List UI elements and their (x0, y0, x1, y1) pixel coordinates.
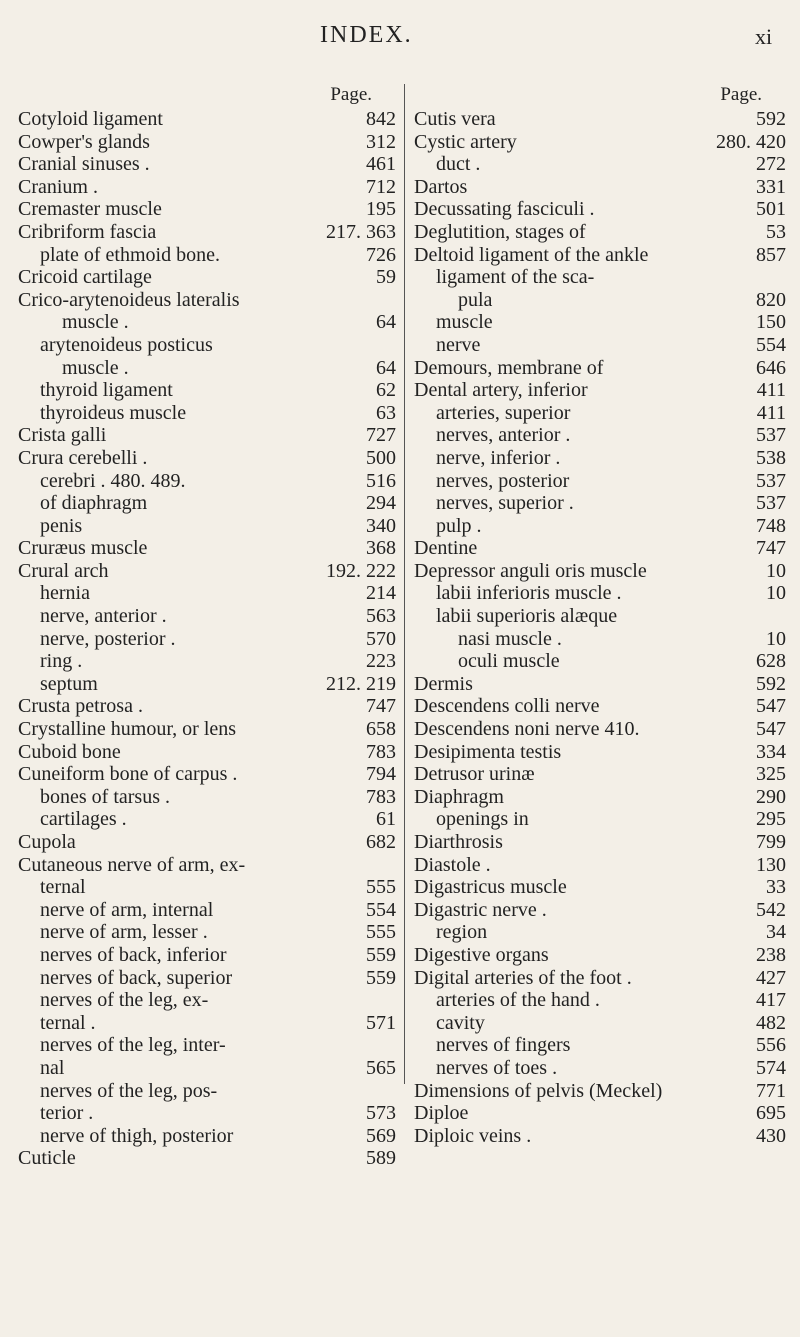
index-term: nal (40, 1056, 65, 1079)
index-entry (414, 921, 786, 944)
index-term: Cutis vera (414, 108, 496, 130)
index-term: nerve, posterior . (40, 627, 176, 650)
index-term: nerves, posterior (436, 469, 570, 492)
index-term: Crura cerebelli . (18, 446, 148, 469)
running-title: INDEX. (320, 22, 413, 48)
index-page-ref: 571 (366, 1011, 396, 1034)
index-entry (18, 311, 396, 334)
index-entry (18, 808, 396, 831)
index-page-ref: 290 (756, 785, 786, 808)
index-entry (18, 921, 396, 944)
index-entry (18, 831, 396, 854)
index-page-ref: 727 (366, 424, 396, 447)
index-page-ref: 555 (366, 876, 396, 899)
index-entry (18, 402, 396, 425)
page-column-label: Page. (330, 84, 372, 105)
index-term: Descendens colli nerve (414, 695, 600, 718)
index-entry (414, 831, 786, 854)
index-page-ref: 563 (366, 605, 396, 628)
index-page-ref: 368 (366, 537, 396, 560)
index-term: Cruræus muscle (18, 537, 148, 560)
index-term: Cuneiform bone of carpus . (18, 763, 238, 786)
index-entry (414, 447, 786, 470)
index-entry (18, 537, 396, 560)
index-term: Crural arch (18, 559, 109, 582)
index-entry (18, 718, 396, 741)
index-entry (414, 131, 786, 154)
index-term: Crystalline humour, or lens (18, 718, 237, 741)
index-term: Dentine (414, 537, 478, 560)
index-entry (18, 470, 396, 493)
index-entry (18, 605, 396, 628)
index-page-ref: 430 (756, 1124, 786, 1147)
index-page-ref: 592 (756, 672, 786, 695)
index-term: Cystic artery (414, 130, 517, 153)
index-page-ref: 537 (756, 424, 786, 447)
index-entry (18, 1012, 396, 1035)
index-page-ref: 295 (756, 808, 786, 831)
index-term: nerve, inferior . (436, 446, 561, 469)
index-term: Cotyloid ligament (18, 108, 163, 130)
index-page-ref: 573 (366, 1102, 396, 1125)
index-column-left (18, 84, 396, 1170)
index-entry (414, 311, 786, 334)
index-entry (18, 989, 396, 1012)
index-entry (414, 650, 786, 673)
index-term: arytenoideus posticus (40, 333, 213, 356)
index-page-ref: 411 (756, 401, 786, 424)
index-entry (18, 424, 396, 447)
index-entry (414, 1125, 786, 1148)
index-term: nerves of back, inferior (40, 943, 227, 966)
index-term: nerves of toes . (436, 1056, 558, 1079)
index-page-ref: 417 (756, 989, 786, 1012)
index-entry (18, 582, 396, 605)
index-term: Diastole . (414, 853, 491, 876)
index-entry (18, 899, 396, 922)
index-page-ref: 589 (366, 1147, 396, 1170)
index-entry (18, 650, 396, 673)
index-entry (414, 176, 786, 199)
index-entry (414, 718, 786, 741)
index-term: nerves of the leg, inter- (40, 1034, 226, 1057)
index-page-ref: 334 (756, 740, 786, 763)
index-entry (18, 967, 396, 990)
index-entry (18, 357, 396, 380)
index-entry (18, 334, 396, 357)
index-page-ref: 646 (756, 356, 786, 379)
index-term: region (436, 921, 488, 944)
index-entry (414, 989, 786, 1012)
index-page-ref: 214 (366, 582, 396, 605)
index-page-ref: 542 (756, 898, 786, 921)
index-page-ref: 559 (366, 943, 396, 966)
index-term: muscle . (62, 356, 129, 379)
index-entry (18, 492, 396, 515)
index-entry (18, 447, 396, 470)
index-term: Cupola (18, 831, 76, 853)
index-term: Desipimenta testis (414, 740, 562, 763)
index-page-ref: 61 (376, 808, 396, 831)
index-page-ref: 62 (376, 379, 396, 402)
index-entry (414, 492, 786, 515)
index-entry (18, 695, 396, 718)
index-entry (414, 854, 786, 877)
index-page-ref: 628 (756, 650, 786, 673)
index-entry (18, 628, 396, 651)
index-term: Cribriform fascia (18, 220, 157, 243)
index-term: ternal (40, 876, 86, 899)
index-term: septum (40, 672, 98, 695)
page-column-label: Page. (720, 84, 762, 105)
index-page-ref: 500 (366, 446, 396, 469)
index-page-ref: 53 (766, 220, 786, 243)
index-page-ref: 64 (376, 311, 396, 334)
index-term: hernia (40, 582, 90, 605)
index-entry (414, 537, 786, 560)
index-term: nerve of arm, internal (40, 898, 214, 921)
index-term: bones of tarsus . (40, 785, 170, 808)
index-page-ref: 783 (366, 740, 396, 763)
index-page-ref: 130 (756, 853, 786, 876)
index-entry (414, 289, 786, 312)
index-page-ref: 461 (366, 153, 396, 176)
index-term: Detrusor urinæ (414, 763, 535, 786)
index-entry (18, 221, 396, 244)
index-entry (414, 266, 786, 289)
index-entry (414, 1057, 786, 1080)
index-term: Cowper's glands (18, 130, 150, 153)
index-term: nerve, anterior . (40, 605, 167, 628)
index-entry (414, 628, 786, 651)
index-page-ref: 294 (366, 492, 396, 515)
index-entry (414, 560, 786, 583)
index-page-ref: 217. 363 (326, 220, 396, 243)
index-term: Decussating fasciculi . (414, 198, 595, 221)
index-entry (414, 221, 786, 244)
index-entry (414, 108, 786, 131)
index-term: Demours, membrane of (414, 356, 604, 379)
index-term: Depressor anguli oris muscle (414, 559, 647, 582)
index-term: Crista galli (18, 424, 107, 447)
index-term: labii inferioris muscle . (436, 582, 622, 605)
index-page-ref: 771 (756, 1079, 786, 1102)
index-entry (18, 515, 396, 538)
index-entry (414, 334, 786, 357)
index-entry (414, 967, 786, 990)
index-entry (414, 470, 786, 493)
index-entry (18, 786, 396, 809)
index-term: Cranium . (18, 175, 98, 198)
index-term: duct . (436, 153, 481, 176)
index-page-ref: 554 (756, 333, 786, 356)
index-page-ref: 331 (756, 175, 786, 198)
index-term: cartilages . (40, 808, 127, 831)
index-page-ref: 559 (366, 966, 396, 989)
index-term: Cranial sinuses . (18, 153, 150, 176)
index-term: Digastricus muscle (414, 876, 567, 899)
index-entry (414, 357, 786, 380)
index-entry (18, 1125, 396, 1148)
index-term: nerves of the leg, ex- (40, 989, 209, 1012)
index-term: Crico-arytenoideus lateralis (18, 288, 240, 311)
index-page-ref: 547 (756, 718, 786, 741)
index-term: Cremaster muscle (18, 198, 162, 221)
index-term: arteries, superior (436, 401, 571, 424)
index-page-ref: 150 (756, 311, 786, 334)
index-page-ref: 59 (376, 266, 396, 289)
index-term: nerve (436, 333, 481, 356)
index-page-ref: 695 (756, 1102, 786, 1125)
index-entry (18, 131, 396, 154)
index-term: nerve of arm, lesser . (40, 921, 208, 944)
index-entry (414, 244, 786, 267)
index-page-ref: 783 (366, 785, 396, 808)
index-page-ref: 325 (756, 763, 786, 786)
index-page-ref: 312 (366, 130, 396, 153)
index-page-ref: 712 (366, 175, 396, 198)
index-entry (414, 763, 786, 786)
index-page-ref: 842 (366, 108, 396, 130)
index-page-ref: 64 (376, 356, 396, 379)
index-page-ref: 748 (756, 514, 786, 537)
index-term: penis (40, 514, 83, 537)
index-page-ref: 427 (756, 966, 786, 989)
index-term: Cutaneous nerve of arm, ex- (18, 853, 246, 876)
index-page-ref: 280. 420 (716, 130, 786, 153)
index-term: Dartos (414, 175, 468, 198)
index-term: ring . (40, 650, 83, 673)
index-term: openings in (436, 808, 529, 831)
index-term: Diarthrosis (414, 831, 503, 853)
index-page-ref: 10 (766, 627, 786, 650)
index-page-ref: 537 (756, 492, 786, 515)
index-entry (414, 876, 786, 899)
index-term: Diaphragm (414, 785, 504, 808)
index-page-ref: 569 (366, 1124, 396, 1147)
index-entry (18, 108, 396, 131)
index-entry (18, 1080, 396, 1103)
index-term: muscle . (62, 311, 129, 334)
index-entry (414, 379, 786, 402)
index-term: Cuboid bone (18, 740, 121, 763)
index-term: pula (458, 288, 493, 311)
index-entry (18, 1034, 396, 1057)
index-entry (18, 198, 396, 221)
index-entry (18, 876, 396, 899)
index-entry (18, 1102, 396, 1125)
index-page-ref: 554 (366, 898, 396, 921)
index-entry (18, 1057, 396, 1080)
index-page-ref: 223 (366, 650, 396, 673)
index-page-ref: 192. 222 (326, 559, 396, 582)
index-term: nerves of back, superior (40, 966, 233, 989)
index-page-ref: 272 (756, 153, 786, 176)
index-page-ref: 799 (756, 831, 786, 853)
index-entry (18, 673, 396, 696)
index-entry (18, 379, 396, 402)
index-entry (414, 515, 786, 538)
index-term: arteries of the hand . (436, 989, 600, 1012)
index-page-ref: 857 (756, 243, 786, 266)
index-entry (18, 763, 396, 786)
index-term: muscle (436, 311, 493, 334)
index-page-ref: 570 (366, 627, 396, 650)
index-entry (414, 1012, 786, 1035)
index-page-ref: 747 (366, 695, 396, 718)
index-page-ref: 726 (366, 243, 396, 266)
index-term: Crusta petrosa . (18, 695, 143, 718)
index-term: Dimensions of pelvis (Meckel) (414, 1079, 663, 1102)
index-term: Descendens noni nerve 410. (414, 718, 640, 741)
index-entry (18, 266, 396, 289)
index-entry (414, 605, 786, 628)
index-page-ref: 794 (366, 763, 396, 786)
index-entry (18, 244, 396, 267)
index-term: Diploic veins . (414, 1124, 532, 1147)
index-page-ref: 538 (756, 446, 786, 469)
index-page-ref: 10 (766, 582, 786, 605)
index-entry (414, 808, 786, 831)
index-page-ref: 574 (756, 1056, 786, 1079)
index-term: Digestive organs (414, 943, 549, 966)
index-term: Digastric nerve . (414, 898, 547, 921)
index-page-ref: 565 (366, 1056, 396, 1079)
index-term: ternal . (40, 1011, 96, 1034)
column-divider (404, 84, 405, 1084)
index-term: nerves of the leg, pos- (40, 1079, 218, 1102)
index-page-ref: 411 (756, 379, 786, 402)
index-term: terior . (40, 1102, 94, 1125)
index-term: nerves, superior . (436, 492, 574, 515)
index-page-ref: 658 (366, 718, 396, 741)
index-page-ref: 747 (756, 537, 786, 560)
index-entry (414, 899, 786, 922)
index-entry (414, 1102, 786, 1125)
index-page-ref: 482 (756, 1011, 786, 1034)
index-page-ref: 212. 219 (326, 672, 396, 695)
index-entry (18, 854, 396, 877)
index-entry (414, 402, 786, 425)
index-page-ref: 195 (366, 198, 396, 221)
index-page-ref: 537 (756, 469, 786, 492)
index-entry (414, 198, 786, 221)
index-page-ref: 501 (756, 198, 786, 221)
index-term: Deltoid ligament of the ankle (414, 243, 649, 266)
index-term: oculi muscle (458, 650, 560, 673)
index-term: of diaphragm (40, 492, 148, 515)
index-term: Cricoid cartilage (18, 266, 152, 289)
index-page-ref: 592 (756, 108, 786, 130)
index-page-ref: 34 (766, 921, 786, 944)
index-page-ref: 556 (756, 1034, 786, 1057)
index-term: ligament of the sca- (436, 266, 595, 289)
index-entry (18, 741, 396, 764)
index-entry (414, 786, 786, 809)
index-entry (414, 1034, 786, 1057)
index-entry (18, 944, 396, 967)
index-page-ref: 10 (766, 559, 786, 582)
index-page-ref: 63 (376, 401, 396, 424)
index-term: Deglutition, stages of (414, 220, 586, 243)
page-number: xi (755, 24, 773, 49)
index-page-ref: 555 (366, 921, 396, 944)
index-term: Dermis (414, 672, 473, 695)
index-entry (414, 1080, 786, 1103)
index-term: thyroid ligament (40, 379, 173, 402)
index-term: nerves, anterior . (436, 424, 571, 447)
index-page-ref: 238 (756, 943, 786, 966)
index-term: nerves of fingers (436, 1034, 571, 1057)
index-entry (414, 944, 786, 967)
index-term: labii superioris alæque (436, 605, 618, 628)
index-entry (414, 673, 786, 696)
index-term: Diploe (414, 1102, 469, 1125)
index-page-ref: 682 (366, 831, 396, 853)
index-column-right (414, 84, 786, 1147)
index-page-ref: 820 (756, 288, 786, 311)
index-entry (414, 695, 786, 718)
index-term: Dental artery, inferior (414, 379, 588, 402)
index-page-ref: 340 (366, 514, 396, 537)
index-entry (414, 153, 786, 176)
index-entry (18, 289, 396, 312)
index-page-ref: 516 (366, 469, 396, 492)
index-entry (18, 176, 396, 199)
index-term: pulp . (436, 514, 482, 537)
index-term: Cuticle (18, 1147, 76, 1170)
index-entry (414, 424, 786, 447)
index-entry (18, 1147, 396, 1170)
index-term: cavity (436, 1011, 485, 1034)
index-entry (414, 741, 786, 764)
index-term: plate of ethmoid bone. (40, 243, 220, 266)
index-page-ref: 33 (766, 876, 786, 899)
index-term: thyroideus muscle (40, 401, 187, 424)
index-term: Digital arteries of the foot . (414, 966, 632, 989)
page-header (0, 22, 800, 52)
index-entry (18, 153, 396, 176)
index-entry (414, 582, 786, 605)
index-page-ref: 547 (756, 695, 786, 718)
index-term: nasi muscle . (458, 627, 562, 650)
index-term: nerve of thigh, posterior (40, 1124, 234, 1147)
index-term: cerebri . 480. 489. (40, 469, 186, 492)
index-entry (18, 560, 396, 583)
